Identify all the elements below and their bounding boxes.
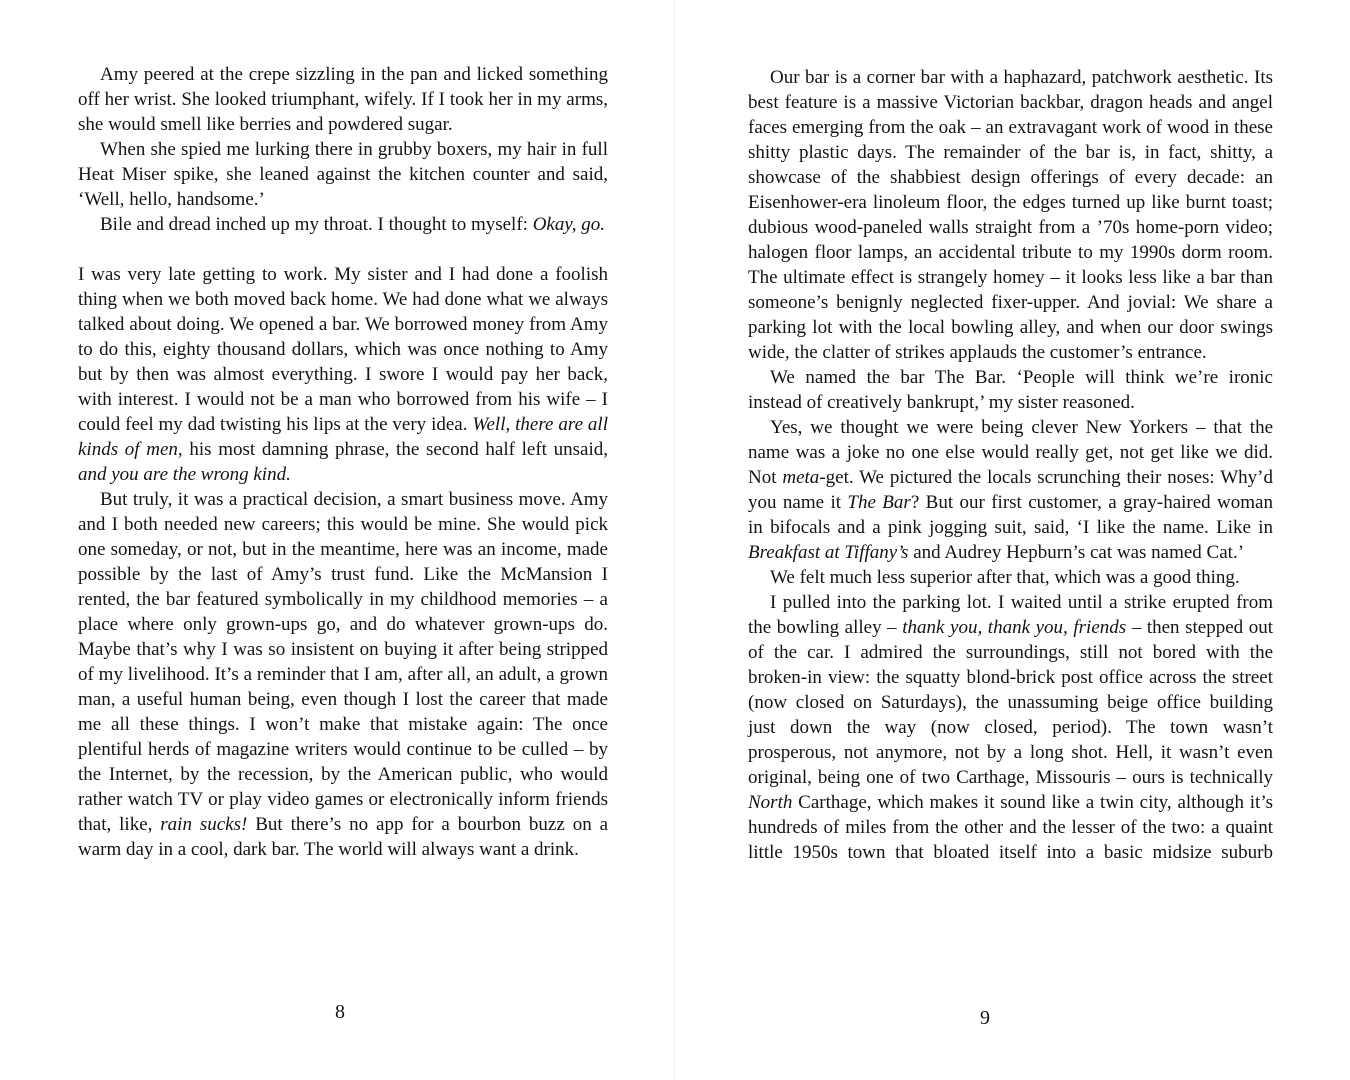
- text-run: and Audrey Hepburn’s cat was named Cat.’: [908, 542, 1245, 563]
- text-run: Yes, we thought we were being clever New Yorkers – that the name was a joke no one else would really get, not get like we did. Not: [748, 417, 1273, 488]
- section-opening-paragraph: [78, 262, 608, 487]
- paragraph: [748, 565, 1273, 590]
- italic-text-run: thank you, thank you, friends: [902, 617, 1127, 638]
- text-run: Our bar is a corner bar with a haphazard, patchwork aesthetic. Its best feature is a massive Victorian backbar, dragon heads and angel faces emerging from the oak – an extravagant work of wood in these shitty plastic days. The remainder of the bar is, in fact, shitty, a showcase of the shabbiest design offerings of every decade: an Eisenhower-era linoleum floor, the edges turned up like burnt toast; dubious wood-paneled walls straight from a ’70s home-porn video; halogen floor lamps, an accidental tribute to my 1990s dorm room. The ultimate effect is strangely homey – it looks less like a bar than someone’s benignly neglected fixer-upper. And jovial: We share a parking lot with the local bowling alley, and when our door swings wide, the clatter of strikes applauds the customer’s entrance.: [748, 67, 1273, 363]
- right-page-text: [748, 65, 1273, 865]
- italic-text-run: meta: [782, 467, 820, 488]
- text-run: Amy peered at the crepe sizzling in the pan and licked something off her wrist. She looked triumphant, wifely. If I took her in my arms, she would smell like berries and powdered sugar.: [78, 64, 608, 135]
- paragraph: [748, 415, 1273, 565]
- left-page-text: [78, 62, 608, 862]
- paragraph: [78, 487, 608, 862]
- paragraph: [748, 590, 1273, 865]
- text-run: , his most damning phrase, the second half left unsaid,: [177, 439, 608, 460]
- text-run: I pulled into the parking lot. I waited until a strike erupted from the bowling alley –: [748, 592, 1273, 638]
- text-run: Carthage, which makes it sound like a twin city, although it’s hundreds of miles from the other and the lesser of the two: a quaint little 1950s town that bloated itself into a basic midsize suburb: [748, 792, 1273, 863]
- italic-text-run: North: [748, 792, 793, 813]
- text-run: ? But our first customer, a gray-haired woman in bifocals and a pink jogging suit, said, ‘I like the name. Like in: [748, 492, 1273, 538]
- italic-text-run: The Bar: [847, 492, 911, 513]
- text-run: We named the bar The Bar. ‘People will think we’re ironic instead of creatively bankrupt,’ my sister reasoned.: [748, 367, 1273, 413]
- paragraph: [78, 62, 608, 137]
- text-run: -get. We pictured the locals scrunching their noses: Why’d you name it: [748, 467, 1273, 513]
- text-run: But truly, it was a practical decision, a smart business move. Amy and I both needed new careers; this would be mine. She would pick one someday, or not, but in the meantime, here was an income, made possible by the last of Amy’s trust fund. Like the McMansion I rented, the bar featured symbolically in my childhood memories – a place where only grown-ups go, and do whatever grown-ups do. Maybe that’s why I was so insistent on buying it after being stripped of my livelihood. It’s a reminder that I am, after all, an adult, a grown man, a useful human being, even though I lost the career that made me all these things. I won’t make that mistake again: The once plentiful herds of magazine writers would continue to be culled – by the Internet, by the recession, by the American public, who would rather watch TV or play video games or electronically inform friends that, like,: [78, 489, 608, 835]
- right-page: [675, 0, 1350, 1080]
- paragraph: [78, 137, 608, 212]
- text-run: But there’s no app for a bourbon buzz on a warm day in a cool, dark bar. The world will always want a drink.: [78, 814, 609, 860]
- text-run: Bile and dread inched up my throat. I thought to myself:: [100, 214, 533, 235]
- page-number: 9: [980, 1007, 990, 1029]
- text-run: I was very late getting to work. My sister and I had done a foolish thing when we both moved back home. We had done what we always talked about doing. We opened a bar. We borrowed money from Amy to do this, eighty thousand dollars, which was once nothing to Amy but by then was almost everything. I swore I would pay her back, with interest. I would not be a man who borrowed from his wife – I could feel my dad twisting his lips at the very idea.: [78, 264, 608, 435]
- italic-text-run: Okay, go.: [532, 214, 605, 235]
- text-run: – then stepped out of the car. I admired the surroundings, still not bored with the broken-in view: the squatty blond-brick post office across the street (now closed on Saturdays), the unassuming beige office building just down the way (now closed, period). The town wasn’t prosperous, not anymore, not by a long shot. Hell, it wasn’t even original, being one of two Carthage, Missouris – ours is technically: [748, 617, 1274, 788]
- italic-text-run: Breakfast at Tiffany’s: [748, 542, 909, 563]
- paragraph: [748, 365, 1273, 415]
- text-run: When she spied me lurking there in grubby boxers, my hair in full Heat Miser spike, she leaned against the kitchen counter and said, ‘Well, hello, handsome.’: [78, 139, 608, 210]
- text-run: We felt much less superior after that, which was a good thing.: [770, 567, 1240, 588]
- italic-text-run: and you are the wrong kind.: [78, 464, 291, 485]
- italic-text-run: rain sucks!: [160, 814, 248, 835]
- paragraph: [78, 212, 608, 237]
- italic-text-run: Well, there are all kinds of men: [78, 414, 608, 460]
- paragraph: [748, 65, 1273, 365]
- page-number: 8: [335, 1001, 345, 1023]
